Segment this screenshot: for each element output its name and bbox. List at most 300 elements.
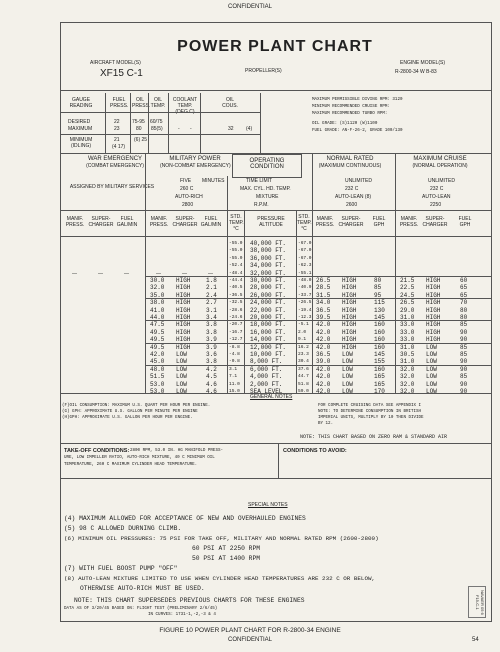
note-8b: OTHERWISE AUTO-RICH MUST BE USED. [80, 585, 205, 592]
gauge-header-5: OIL COUS. [222, 97, 238, 109]
std-temp-right: -12.3 [298, 315, 312, 320]
altitude-cell: 10,000 FT. [250, 351, 287, 358]
mil-manif: MANIF. PRESS. [149, 216, 169, 228]
engine-label: ENGINE MODEL(S) [400, 60, 446, 66]
mc-cell: 21.5 [400, 277, 415, 284]
figure-caption: FIGURE 10 POWER PLANT CHART FOR R-2800-34 ENGINE [159, 627, 341, 634]
rpm-line3: MAXIMUM RECOMMENDED TURBO RPM: [312, 112, 388, 116]
mil-cell: HIGH [176, 277, 191, 284]
nr-cell: 42.0 [316, 343, 331, 351]
mc-manif: MANIF. PRESS. [399, 216, 419, 228]
min-fuel: 21 [114, 137, 120, 143]
nr-cell: 31.5 [316, 291, 331, 299]
max-coolant2: - [190, 126, 192, 132]
mc-cell: LOW [426, 373, 437, 381]
nr-cell: 160 [374, 328, 385, 336]
altitude-cell: 34,000 FT. [250, 262, 287, 270]
gn-right1: FOR COMPLETE CRUISING DATA SEE APPENDIX I [318, 404, 422, 408]
gauge-header-3: OIL TEMP. [150, 97, 166, 109]
gn-left3: (H)GPH: APPROXIMATE U.S. GALLON PER HOUR PER ENGINE. [62, 416, 193, 420]
mc-cell: 90 [460, 365, 468, 373]
mil-cell: LOW [176, 380, 187, 388]
mc-cell: 90 [460, 336, 468, 344]
std-temp-left: 3.1 [229, 366, 238, 372]
nr-cell: 26.5 [316, 277, 331, 284]
mc-cell: HIGH [426, 306, 441, 314]
mil-cell: 3.8 [206, 328, 217, 336]
takeoff-line3: TEMPERATURE, 260 C MAXIMUM CYLINDER HEAD TEMPERATURE. [64, 463, 198, 467]
nr-cell: HIGH [342, 284, 357, 292]
mixture-mc: AUTO-LEAN [422, 194, 451, 200]
mil-cell: HIGH [176, 291, 191, 299]
mc-cell: 85 [460, 351, 468, 358]
military-sub: (NON-COMBAT EMERGENCY) [160, 163, 231, 169]
note-4: (4) MAXIMUM ALLOWED FOR ACCEPTANCE OF NEW AND OVERHAULED ENGINES [64, 515, 306, 522]
mc-cell: 33.0 [400, 321, 415, 329]
altitude-cell: 6,000 FT. [250, 365, 283, 373]
desired-label: DESIRED [68, 119, 91, 125]
std-temp-left: -8.8 [229, 344, 240, 350]
note-7: (7) WITH FUEL BOOST PUMP "OFF" [64, 565, 178, 572]
mc-cell: 32.0 [400, 365, 415, 373]
mixture-mil: AUTO-RICH [175, 194, 203, 200]
mc-cell: 60 [460, 277, 468, 284]
std-temp-right: 30.4 [298, 359, 309, 365]
min-sub: (4 17) [112, 144, 126, 150]
curves: IN CURVES: 1731-1,-2,-3 & 4 [148, 613, 216, 617]
time-limit: TIME LIMIT [246, 178, 273, 184]
gauge-header-1: FUEL PRESS. [110, 97, 129, 109]
altitude-cell: 30,000 FT. [250, 277, 287, 284]
mc-cell: 33.0 [400, 328, 415, 336]
nr-cell: LOW [342, 388, 353, 395]
conditions-avoid: CONDITIONS TO AVOID: [283, 448, 347, 454]
nr-cell: 42.0 [316, 388, 331, 395]
gauge-header-2: OIL PRESS. [132, 97, 151, 109]
std-temp-left: -16.7 [229, 329, 243, 335]
aircraft-value: XF15 C-1 [100, 68, 143, 79]
mil-dash-1: — [156, 271, 161, 277]
war-fuel: FUEL GAL/MIN [116, 216, 138, 228]
takeoff-line1: 2800 RPM, 53.0 IN. HG MANIFOLD PRESS- [130, 449, 223, 453]
gn-right4: BY 12. [318, 422, 334, 426]
minutes-label: MINUTES [202, 178, 225, 184]
mixture-label: MIXTURE [256, 194, 279, 200]
altitude-cell: 2,000 FT. [250, 380, 283, 388]
gauge-vline [130, 93, 131, 153]
mc-cell: 90 [460, 328, 468, 336]
general-notes-heading: GENERAL NOTES [250, 394, 293, 400]
nr-cell: 42.0 [316, 321, 331, 329]
mc-cell: 22.5 [400, 284, 415, 292]
nr-cell: 36.5 [316, 351, 331, 358]
std-temp-r: STD. TEMP. °C [297, 214, 312, 232]
takeoff-label: TAKE-OFF CONDITIONS: [64, 448, 130, 454]
std-temp-left: -52.4 [229, 263, 243, 269]
std-temp-left: -36.5 [229, 292, 243, 298]
mil-cell: LOW [176, 351, 187, 358]
gn-left2: (G) GPH: APPROXIMATE U.S. GALLON PER MINUTE PER ENGINE [62, 410, 198, 414]
std-temp-right: 2.0 [298, 329, 307, 335]
mil-cell: 4.6 [206, 388, 217, 395]
std-temp-left: -0.8 [229, 359, 240, 365]
temp-mc: 232 C [430, 186, 444, 192]
normal-sub: (MAXIMUM CONTINUOUS) [318, 163, 382, 169]
nr-cell: 28.5 [316, 284, 331, 292]
desired-fuel: 22 [114, 119, 120, 125]
nr-cell: LOW [342, 351, 353, 358]
page-number: 54 [472, 637, 479, 643]
mc-cell: 90 [460, 358, 468, 366]
gauge-vline [260, 93, 261, 153]
mil-cell: 3.8 [206, 358, 217, 366]
mil-cell: 3.9 [206, 336, 217, 344]
war-sub: (COMBAT EMERGENCY) [86, 163, 144, 169]
nr-cell: 34.0 [316, 299, 331, 307]
mil-cell: 49.5 [150, 336, 165, 344]
altitude-cell: 38,000 FT. [250, 247, 287, 255]
gauge-header-0: GAUGE READING [69, 97, 93, 109]
divider [60, 210, 492, 211]
takeoff-line2: URE, LOW IMPELLER RATIO, AUTO-RICH MIXTURE, 40 C MINIMUM OIL [64, 456, 215, 460]
mil-cell: LOW [176, 373, 187, 381]
nr-cell: 130 [374, 306, 385, 314]
std-temp-left: -55.0 [229, 255, 243, 261]
std-temp-left: 7.1 [229, 374, 238, 380]
altitude-cell: 12,000 FT. [250, 343, 287, 351]
nr-cell: 42.0 [316, 373, 331, 381]
nr-cell: 80 [374, 277, 382, 284]
max-cyl: MAX. CYL. HD. TEMP. [240, 186, 291, 192]
nr-cell: HIGH [342, 336, 357, 344]
altitude-cell: 24,000 FT. [250, 299, 287, 307]
mc-cell: 33.0 [400, 336, 415, 344]
nr-cell: 36.5 [316, 306, 331, 314]
std-temp-left: -12.7 [229, 337, 243, 343]
nr-cell: 39.5 [316, 314, 331, 321]
std-temp-left: -40.5 [229, 285, 243, 291]
std-temp-right: -67.0 [298, 255, 312, 261]
divider [60, 90, 492, 91]
std-temp-left: 15.0 [229, 389, 240, 394]
std-temp-right: 23.3 [298, 352, 309, 357]
altitude-cell: 16,000 FT. [250, 328, 287, 336]
gauge-vline [168, 93, 169, 153]
mc-cell: 32.0 [400, 380, 415, 388]
propeller-label: PROPELLER(S) [245, 68, 282, 74]
max-oilcons: 32 [228, 126, 234, 132]
mil-cell: HIGH [176, 284, 191, 292]
mc-cell: 70 [460, 299, 468, 307]
mc-cell: LOW [426, 365, 437, 373]
std-temp-right: 16.2 [298, 344, 309, 350]
war-dash-3: — [124, 271, 129, 277]
altitude-cell: 4,000 FT. [250, 373, 283, 381]
mil-cell: 4.5 [206, 373, 217, 381]
nr-cell: LOW [342, 380, 353, 388]
mixture-nr: AUTO-LEAN (8) [335, 194, 372, 200]
mil-cell: 53.0 [150, 388, 165, 395]
operating-condition: OPERATING CONDITION [249, 158, 285, 170]
mc-cell: LOW [426, 358, 437, 366]
pressure-altitude: PRESSURE ALTITUDE [257, 216, 285, 228]
altitude-cell: 18,000 FT. [250, 321, 287, 329]
max-oilcons-note: (4) [246, 126, 253, 132]
data-as-of: DATA AS OF 3/20/45 BASED ON: FLIGHT TEST (PRELIMINARY 2/6/45) [64, 607, 218, 611]
mil-cell: 32.0 [150, 284, 165, 292]
nr-cell: 160 [374, 321, 385, 329]
gauge-header-4: COOLANT TEMP. (DEG C) [172, 97, 198, 115]
unlimited-mc: UNLIMITED [428, 178, 455, 184]
nr-cell: 39.0 [316, 358, 331, 366]
nr-cell: 42.0 [316, 328, 331, 336]
mc-cell: 85 [460, 343, 468, 351]
mc-cell: 32.0 [400, 373, 415, 381]
special-notes-heading: SPECIAL NOTES [248, 502, 288, 508]
five-label: FIVE [180, 178, 192, 184]
mil-cell: 51.5 [150, 373, 165, 381]
divider [60, 478, 492, 479]
nr-cell: 170 [374, 388, 385, 395]
gauge-divider [60, 134, 260, 135]
military-power: MILITARY POWER [169, 156, 221, 162]
note-6a: (6) MINIMUM OIL PRESSURES: 75 PSI FOR TAKE OFF, MILITARY AND NORMAL RATED RPM (2600-2800) [64, 535, 379, 542]
nr-manif: MANIF. PRESS. [315, 216, 335, 228]
gn-right3: IMPERIAL UNITS, MULTIPLY BY 10 THEN DIVIDE [318, 416, 424, 420]
war-dash-2: — [98, 271, 103, 277]
nr-cell: 42.0 [316, 380, 331, 388]
divider [60, 236, 492, 237]
page-title: POWER PLANT CHART [177, 38, 373, 55]
std-temp-left: -20.7 [229, 322, 243, 328]
mil-cell: 2.7 [206, 299, 217, 307]
mil-cell: 3.1 [206, 306, 217, 314]
mc-fuel: FUEL GPH [458, 216, 472, 228]
mc-cell: HIGH [426, 336, 441, 344]
nr-cell: 85 [374, 284, 382, 292]
nr-cell: HIGH [342, 291, 357, 299]
mc-cell: HIGH [426, 284, 441, 292]
minimum-label: MINIMUM (IDLING) [69, 137, 93, 149]
temp-mil: 260 C [180, 186, 194, 192]
mil-cell: HIGH [176, 336, 191, 344]
max-temp: 85(5) [151, 126, 163, 132]
mil-cell: 49.5 [150, 328, 165, 336]
mc-cell: 29.0 [400, 306, 415, 314]
std-temp-right: -67.0 [298, 248, 312, 254]
nr-cell: 145 [374, 314, 385, 321]
mc-cell: HIGH [426, 291, 441, 299]
mil-cell: LOW [176, 358, 187, 366]
std-temp-right: -33.7 [298, 292, 312, 298]
mc-cell: LOW [426, 380, 437, 388]
mil-cell: HIGH [176, 343, 191, 351]
altitude-cell: 20,000 FT. [250, 314, 287, 321]
note-8a: (8) AUTO-LEAN MIXTURE LIMITED TO USE WHEN CYLINDER HEAD TEMPERATURES ARE 232 C OR BELOW, [64, 575, 376, 582]
mil-cell: 3.6 [206, 351, 217, 358]
mil-cell: 30.0 [150, 277, 165, 284]
mil-cell: 45.0 [150, 358, 165, 366]
max-coolant: - [178, 126, 180, 132]
war-manif: MANIF. PRESS. [65, 216, 85, 228]
nr-cell: LOW [342, 358, 353, 366]
mil-cell: 47.5 [150, 321, 165, 329]
mc-cell: 24.5 [400, 291, 415, 299]
mc-cell: HIGH [426, 321, 441, 329]
mc-cell: HIGH [426, 277, 441, 284]
note-5: (5) 98 C ALLOWED DURNING CLIMB. [64, 525, 182, 532]
nr-cell: 165 [374, 380, 385, 388]
std-temp-right: 9.1 [298, 337, 307, 343]
war-emergency: WAR EMERGENCY [87, 156, 143, 162]
max-cruise-sub: (NORMAL OPERATION) [412, 163, 468, 169]
nr-cell: HIGH [342, 299, 357, 307]
mil-cell: 48.0 [150, 365, 165, 373]
min-oil: (6) 25 [134, 137, 148, 143]
mc-cell: HIGH [426, 328, 441, 336]
std-temp-left: -48.4 [229, 270, 243, 276]
altitude-cell: 22,000 FT. [250, 306, 287, 314]
altitude-cell: 36,000 FT. [250, 254, 287, 262]
std-temp-left: -24.6 [229, 315, 243, 320]
navaer-stamp: NAVAER 05 6 F15-C-1 [468, 586, 486, 618]
confidential-top: CONFIDENTIAL [227, 4, 272, 10]
mc-cell: 90 [460, 380, 468, 388]
normal-rated: NORMAL RATED [326, 156, 374, 162]
mil-cell: 53.0 [150, 380, 165, 388]
nr-super: SUPER-CHARGER [338, 216, 364, 228]
std-temp-left: -55.0 [229, 241, 243, 246]
col-line [395, 153, 396, 393]
mil-cell: 4.6 [206, 380, 217, 388]
mil-cell: HIGH [176, 299, 191, 307]
nr-cell: 42.0 [316, 336, 331, 344]
mil-cell: HIGH [176, 314, 191, 321]
nr-cell: 42.0 [316, 365, 331, 373]
max-oil: 80 [136, 126, 142, 132]
mc-cell: 80 [460, 306, 468, 314]
nr-cell: 115 [374, 299, 385, 307]
mc-cell: 32.0 [400, 388, 415, 395]
std-temp-right: -40.9 [298, 285, 312, 291]
rpm-nr: 2600 [346, 202, 358, 208]
mil-cell: 2.1 [206, 284, 217, 292]
std-temp-right: 37.6 [298, 366, 309, 372]
supersedes-note: NOTE: THIS CHART SUPERSEDES PREVIOUS CHARTS FOR THESE ENGINES [74, 597, 305, 604]
mil-cell: 49.5 [150, 343, 165, 351]
desired-oil: 75-95 [132, 119, 145, 125]
mil-cell: 3.9 [206, 343, 217, 351]
mil-cell: 38.0 [150, 299, 165, 307]
confidential-bottom: CONFIDENTIAL [227, 637, 272, 643]
std-temp-left: -28.6 [229, 307, 243, 313]
mil-cell: 44.0 [150, 314, 165, 321]
mc-cell: 85 [460, 321, 468, 329]
mil-cell: LOW [176, 388, 187, 395]
mc-cell: 85 [460, 373, 468, 381]
nr-cell: HIGH [342, 343, 357, 351]
max-fuel: 23 [114, 126, 120, 132]
divider [60, 443, 492, 444]
col-line [312, 153, 313, 393]
nr-cell: 145 [374, 351, 385, 358]
mil-cell: HIGH [176, 328, 191, 336]
nr-cell: 165 [374, 373, 385, 381]
mil-cell: 1.8 [206, 277, 217, 284]
war-super: SUPER-CHARGER [88, 216, 114, 228]
gauge-vline [148, 93, 149, 153]
mc-cell: 90 [460, 388, 468, 395]
engine-value: R-2800-34 W B-83 [395, 69, 437, 75]
mil-dash-3: — [208, 271, 213, 277]
mil-dash-2: — [182, 271, 187, 277]
war-dash-1: — [72, 271, 77, 277]
nr-cell: HIGH [342, 306, 357, 314]
mc-cell: 65 [460, 284, 468, 292]
max-cruise: MAXIMUM CRUISE [413, 156, 467, 162]
gauge-vline [200, 93, 201, 153]
nr-cell: 160 [374, 365, 385, 373]
altitude-cell: 14,000 FT. [250, 336, 287, 344]
altitude-cell: 32,000 FT. [250, 269, 287, 277]
rpm-label: R.P.M. [254, 202, 269, 208]
mc-cell: HIGH [426, 299, 441, 307]
altitude-cell: 8,000 FT. [250, 358, 283, 366]
mc-cell: LOW [426, 343, 437, 351]
gn-right2: NOTE: TO DETERMINE CONSUMPTION IN BRITISH [318, 410, 422, 414]
mc-cell: 31.0 [400, 314, 415, 321]
mil-cell: LOW [176, 365, 187, 373]
note-zero-ram: NOTE: THIS CHART BASED ON ZERO RAM & STANDARD AIR [300, 434, 448, 440]
mc-cell: 31.0 [400, 343, 415, 351]
mil-cell: HIGH [176, 321, 191, 329]
std-temp-l: STD. TEMP. °C [229, 214, 244, 232]
col-line [278, 443, 279, 478]
altitude-cell: 28,000 FT. [250, 284, 287, 292]
std-temp-right: -26.5 [298, 300, 312, 306]
mil-cell: 4.2 [206, 365, 217, 373]
maximum-label: MAXIMUM [68, 126, 93, 132]
nr-fuel: FUEL GPH [372, 216, 386, 228]
std-temp-left: -32.5 [229, 300, 243, 306]
gauge-divider [60, 112, 260, 113]
rpm-line2: MINIMUM RECOMMENDED CRUISE RPM: [312, 105, 390, 109]
std-temp-left: -44.4 [229, 278, 243, 283]
nr-cell: 160 [374, 336, 385, 344]
mc-cell: 31.0 [400, 358, 415, 366]
nr-cell: 155 [374, 358, 385, 366]
mil-cell: 41.0 [150, 306, 165, 314]
mil-cell: 42.0 [150, 351, 165, 358]
mc-cell: 80 [460, 314, 468, 321]
mc-super: SUPER-CHARGER [422, 216, 448, 228]
std-temp-right: -67.0 [298, 241, 312, 246]
mil-cell: 3.4 [206, 314, 217, 321]
mil-super: SUPER-CHARGER [172, 216, 198, 228]
aircraft-label: AIRCRAFT MODEL(S) [90, 60, 141, 66]
note-6b: 60 PSI AT 2250 RPM [192, 545, 261, 552]
nr-cell: 95 [374, 291, 382, 299]
rpm-mil: 2800 [182, 202, 194, 208]
mil-cell: 2.4 [206, 291, 217, 299]
rpm-line5: FUEL GRADE: AN-F-26-2, GRADE 100/130 [312, 129, 403, 133]
std-temp-left: -55.0 [229, 248, 243, 254]
mil-cell: 3.8 [206, 321, 217, 329]
mil-cell: 35.0 [150, 291, 165, 299]
assigned-military: ASSIGNED BY MILITARY SERVICES [69, 184, 155, 190]
gn-left1: (F)OIL CONSUMPTION: MAXIMUM U.S. QUART PER HOUR PER ENGINE. [62, 404, 211, 408]
col-line [227, 176, 228, 393]
